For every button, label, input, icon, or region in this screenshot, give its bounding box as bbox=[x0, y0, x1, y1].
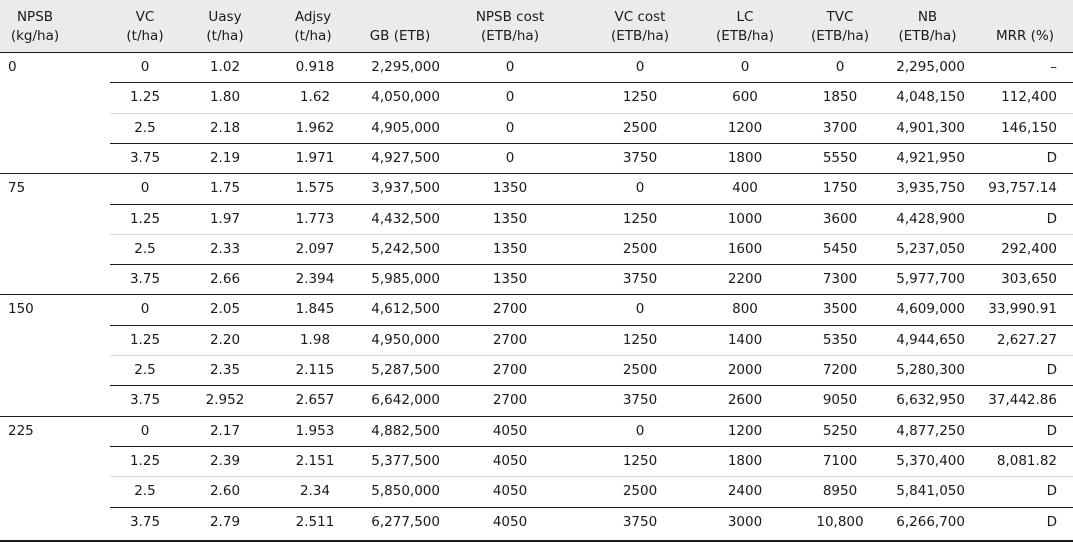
cell-gb: 4,882,500 bbox=[371, 422, 440, 439]
row-divider bbox=[110, 355, 1073, 356]
cell-npsb-cost: 1350 bbox=[492, 180, 528, 197]
cell-uasy: 2.05 bbox=[209, 301, 241, 318]
cell-npsb bbox=[8, 476, 68, 506]
cell-tvc: 3700 bbox=[822, 119, 858, 136]
header-nb-unit: (ETB/ha) bbox=[898, 28, 957, 44]
header-lc bbox=[705, 8, 785, 48]
header-vc-cost bbox=[590, 8, 690, 48]
cell-uasy: 2.60 bbox=[209, 483, 241, 500]
cell-vc-cost: 1250 bbox=[622, 452, 658, 469]
cell-nb: 3,935,750 bbox=[896, 180, 965, 197]
table-row bbox=[0, 143, 1073, 173]
cell-gb: 5,850,000 bbox=[371, 483, 440, 500]
table-row bbox=[0, 416, 1073, 446]
cell-gb: 5,377,500 bbox=[371, 452, 440, 469]
cell-nb: 5,237,050 bbox=[896, 240, 965, 257]
cell-npsb-cost: 0 bbox=[505, 119, 515, 136]
cell-npsb bbox=[8, 113, 68, 143]
cell-nb: 4,428,900 bbox=[896, 210, 965, 227]
cell-tvc: 7200 bbox=[822, 362, 858, 378]
cell-vc: 3.75 bbox=[129, 271, 161, 288]
cell-lc: 0 bbox=[740, 59, 750, 75]
cell-npsb bbox=[8, 234, 68, 264]
cell-vc-cost: 3750 bbox=[622, 513, 658, 530]
cell-gb: 4,950,000 bbox=[371, 331, 440, 348]
cell-mrr: 303,650 bbox=[1001, 271, 1057, 288]
cell-npsb bbox=[8, 385, 68, 415]
cell-lc: 600 bbox=[732, 89, 758, 106]
cell-npsb-cost: 1350 bbox=[492, 240, 528, 257]
header-vc-unit: (t/ha) bbox=[126, 28, 164, 44]
header-uasy-label: Uasy bbox=[208, 9, 242, 25]
cell-uasy: 2.17 bbox=[209, 422, 241, 439]
cell-gb: 6,277,500 bbox=[371, 513, 440, 530]
row-divider bbox=[110, 476, 1073, 477]
header-divider bbox=[0, 52, 1073, 53]
cell-vc: 1.25 bbox=[129, 210, 161, 227]
cell-nb: 2,295,000 bbox=[896, 59, 965, 75]
cell-mrr: D bbox=[1046, 149, 1057, 166]
cell-adjsy: 1.575 bbox=[295, 180, 335, 197]
cell-tvc: 5350 bbox=[822, 331, 858, 348]
cell-vc-cost: 2500 bbox=[622, 119, 658, 136]
cell-nb: 5,841,050 bbox=[896, 483, 965, 500]
table-row bbox=[0, 82, 1073, 112]
cell-vc: 2.5 bbox=[134, 362, 156, 378]
cell-tvc: 3600 bbox=[822, 210, 858, 227]
cell-vc: 2.5 bbox=[134, 240, 156, 257]
row-divider bbox=[110, 264, 1073, 265]
cell-mrr: D bbox=[1046, 422, 1057, 439]
row-divider bbox=[110, 82, 1073, 83]
cell-tvc: 10,800 bbox=[816, 513, 864, 530]
cell-adjsy: 2.394 bbox=[295, 271, 335, 288]
table-row bbox=[0, 476, 1073, 506]
cell-npsb: 75 bbox=[8, 180, 26, 197]
cell-mrr: 37,442.86 bbox=[988, 392, 1057, 409]
cell-vc-cost: 3750 bbox=[622, 271, 658, 288]
cell-vc-cost: 0 bbox=[635, 301, 645, 318]
header-uasy bbox=[190, 8, 260, 48]
cell-npsb-cost: 2700 bbox=[492, 392, 528, 409]
cell-gb: 4,432,500 bbox=[371, 210, 440, 227]
cell-adjsy: 1.845 bbox=[295, 301, 335, 318]
cell-tvc: 5550 bbox=[822, 149, 858, 166]
cell-adjsy: 2.34 bbox=[299, 483, 331, 500]
row-divider bbox=[110, 113, 1073, 114]
table-row bbox=[0, 204, 1073, 234]
header-adjsy-unit: (t/ha) bbox=[294, 28, 332, 44]
cell-vc: 2.5 bbox=[134, 119, 156, 136]
cell-uasy: 2.18 bbox=[209, 119, 241, 136]
cell-npsb-cost: 4050 bbox=[492, 513, 528, 530]
cell-nb: 6,632,950 bbox=[896, 392, 965, 409]
row-divider bbox=[110, 143, 1073, 144]
cell-lc: 2400 bbox=[727, 483, 763, 500]
cell-npsb bbox=[8, 507, 68, 537]
cell-lc: 1600 bbox=[727, 240, 763, 257]
cell-vc-cost: 2500 bbox=[622, 240, 658, 257]
cell-mrr: D bbox=[1046, 483, 1057, 500]
cell-vc-cost: 1250 bbox=[622, 89, 658, 106]
cell-mrr: 33,990.91 bbox=[988, 301, 1057, 318]
cell-adjsy: 1.773 bbox=[295, 210, 335, 227]
cell-tvc: 3500 bbox=[822, 301, 858, 318]
cell-npsb bbox=[8, 204, 68, 234]
cell-nb: 5,280,300 bbox=[896, 362, 965, 378]
header-tvc-unit: (ETB/ha) bbox=[811, 28, 869, 44]
cell-lc: 2600 bbox=[727, 392, 763, 409]
cell-uasy: 1.97 bbox=[209, 210, 241, 227]
cell-vc: 0 bbox=[140, 301, 150, 318]
cell-vc: 0 bbox=[140, 59, 150, 75]
table-row bbox=[0, 355, 1073, 385]
cell-npsb-cost: 4050 bbox=[492, 422, 528, 439]
cell-uasy: 1.80 bbox=[209, 89, 241, 106]
cell-mrr: 8,081.82 bbox=[996, 452, 1057, 469]
cell-adjsy: 0.918 bbox=[295, 59, 335, 75]
cell-mrr: D bbox=[1046, 210, 1057, 227]
cell-tvc: 9050 bbox=[822, 392, 858, 409]
cell-vc-cost: 3750 bbox=[622, 149, 658, 166]
table-row bbox=[0, 446, 1073, 476]
cell-vc: 3.75 bbox=[129, 513, 161, 530]
cell-lc: 800 bbox=[732, 301, 758, 318]
cell-adjsy: 2.097 bbox=[295, 240, 335, 257]
table-row bbox=[0, 113, 1073, 143]
header-lc-label: LC bbox=[736, 9, 754, 25]
header-npsb-cost-unit: (ETB/ha) bbox=[481, 28, 539, 44]
cell-vc: 2.5 bbox=[134, 483, 156, 500]
cell-vc: 0 bbox=[140, 180, 150, 197]
cell-npsb-cost: 4050 bbox=[492, 483, 528, 500]
cell-tvc: 1750 bbox=[822, 180, 858, 197]
cell-gb: 4,612,500 bbox=[371, 301, 440, 318]
cell-uasy: 2.35 bbox=[209, 362, 241, 378]
cell-lc: 1400 bbox=[727, 331, 763, 348]
header-vc-label: VC bbox=[135, 9, 155, 25]
header-nb bbox=[880, 8, 975, 48]
cell-adjsy: 1.962 bbox=[295, 119, 335, 136]
cell-npsb bbox=[8, 325, 68, 355]
cell-uasy: 2.19 bbox=[209, 149, 241, 166]
cell-uasy: 2.952 bbox=[205, 392, 245, 409]
cell-mrr: 93,757.14 bbox=[988, 180, 1057, 197]
cell-tvc: 7100 bbox=[822, 452, 858, 469]
cell-uasy: 2.79 bbox=[209, 513, 241, 530]
header-npsb-cost-label: NPSB cost bbox=[475, 9, 545, 25]
row-divider bbox=[110, 204, 1073, 205]
cell-tvc: 5250 bbox=[822, 422, 858, 439]
cell-mrr: D bbox=[1046, 362, 1057, 378]
table-row bbox=[0, 294, 1073, 324]
cell-adjsy: 1.971 bbox=[295, 149, 335, 166]
header-vc bbox=[110, 8, 180, 48]
cell-adjsy: 2.151 bbox=[295, 452, 335, 469]
header-npsb-cost bbox=[460, 8, 560, 48]
cell-npsb-cost: 1350 bbox=[492, 271, 528, 288]
cell-vc: 0 bbox=[140, 422, 150, 439]
cell-adjsy: 1.98 bbox=[299, 331, 331, 348]
cell-npsb bbox=[8, 82, 68, 112]
cell-vc: 3.75 bbox=[129, 149, 161, 166]
cell-adjsy: 2.657 bbox=[295, 392, 335, 409]
cell-lc: 1000 bbox=[727, 210, 763, 227]
cell-vc-cost: 2500 bbox=[622, 362, 658, 378]
cell-npsb: 0 bbox=[8, 59, 17, 75]
cell-gb: 3,937,500 bbox=[371, 180, 440, 197]
header-vc-cost-label: VC cost bbox=[614, 9, 666, 25]
cell-mrr: 2,627.27 bbox=[996, 331, 1057, 348]
cell-vc-cost: 3750 bbox=[622, 392, 658, 409]
cell-vc: 1.25 bbox=[129, 331, 161, 348]
row-divider bbox=[110, 325, 1073, 326]
cell-tvc: 8950 bbox=[822, 483, 858, 500]
cell-npsb-cost: 0 bbox=[505, 149, 515, 166]
cell-npsb: 225 bbox=[8, 422, 34, 439]
cell-uasy: 2.66 bbox=[209, 271, 241, 288]
header-adjsy bbox=[278, 8, 348, 48]
cell-lc: 1800 bbox=[727, 452, 763, 469]
cell-gb: 6,642,000 bbox=[371, 392, 440, 409]
cell-mrr: D bbox=[1046, 513, 1057, 530]
cell-vc-cost: 1250 bbox=[622, 331, 658, 348]
cell-npsb-cost: 0 bbox=[505, 59, 515, 75]
cell-lc: 1200 bbox=[727, 119, 763, 136]
cell-vc: 3.75 bbox=[129, 392, 161, 409]
table-row bbox=[0, 234, 1073, 264]
table-row bbox=[0, 264, 1073, 294]
cell-npsb-cost: 2700 bbox=[492, 301, 528, 318]
cell-gb: 5,287,500 bbox=[371, 362, 440, 378]
group-divider bbox=[0, 173, 1073, 174]
cell-adjsy: 2.511 bbox=[295, 513, 335, 530]
cell-npsb-cost: 2700 bbox=[492, 362, 528, 378]
cell-uasy: 1.02 bbox=[209, 59, 241, 75]
cell-npsb-cost: 0 bbox=[505, 89, 515, 106]
cell-uasy: 2.39 bbox=[209, 452, 241, 469]
group-divider bbox=[0, 416, 1073, 417]
cell-gb: 4,905,000 bbox=[371, 119, 440, 136]
row-divider bbox=[110, 446, 1073, 447]
cell-uasy: 2.20 bbox=[209, 331, 241, 348]
cell-mrr: 112,400 bbox=[1001, 89, 1057, 106]
cell-tvc: 1850 bbox=[822, 89, 858, 106]
table-header bbox=[0, 0, 1073, 52]
header-adjsy-label: Adjsy bbox=[294, 9, 332, 25]
cell-nb: 4,944,650 bbox=[896, 331, 965, 348]
cell-gb: 5,985,000 bbox=[371, 271, 440, 288]
cell-npsb-cost: 1350 bbox=[492, 210, 528, 227]
cell-tvc: 7300 bbox=[822, 271, 858, 288]
header-vc-cost-unit: (ETB/ha) bbox=[611, 28, 669, 44]
cell-uasy: 1.75 bbox=[209, 180, 241, 197]
header-npsb bbox=[5, 8, 65, 48]
cell-npsb-cost: 2700 bbox=[492, 331, 528, 348]
header-tvc bbox=[795, 8, 885, 48]
cell-npsb bbox=[8, 143, 68, 173]
cell-vc-cost: 0 bbox=[635, 180, 645, 197]
cell-nb: 6,266,700 bbox=[896, 513, 965, 530]
cell-adjsy: 1.953 bbox=[295, 422, 335, 439]
cell-gb: 5,242,500 bbox=[371, 240, 440, 257]
cell-gb: 2,295,000 bbox=[371, 59, 440, 75]
group-divider bbox=[0, 294, 1073, 295]
table-row bbox=[0, 173, 1073, 203]
cell-uasy: 2.33 bbox=[209, 240, 241, 257]
cell-nb: 4,609,000 bbox=[896, 301, 965, 318]
cell-adjsy: 2.115 bbox=[295, 362, 335, 378]
cell-vc-cost: 0 bbox=[635, 422, 645, 439]
row-divider bbox=[110, 507, 1073, 508]
cell-tvc: 0 bbox=[835, 59, 845, 75]
cell-mrr: 292,400 bbox=[1001, 240, 1057, 257]
cell-lc: 3000 bbox=[727, 513, 763, 530]
table-bottom-rule bbox=[0, 540, 1073, 542]
cell-nb: 4,921,950 bbox=[896, 149, 965, 166]
cell-tvc: 5450 bbox=[822, 240, 858, 257]
cell-npsb bbox=[8, 355, 68, 385]
header-npsb-label: NPSB bbox=[16, 9, 54, 25]
cell-nb: 4,901,300 bbox=[896, 119, 965, 136]
cell-npsb bbox=[8, 264, 68, 294]
header-uasy-unit: (t/ha) bbox=[206, 28, 244, 44]
cell-npsb bbox=[8, 446, 68, 476]
cell-vc: 1.25 bbox=[129, 452, 161, 469]
table-row bbox=[0, 52, 1073, 82]
cell-nb: 4,877,250 bbox=[896, 422, 965, 439]
cell-vc: 1.25 bbox=[129, 89, 161, 106]
header-gb-label: GB (ETB) bbox=[369, 28, 431, 44]
cell-lc: 2000 bbox=[727, 362, 763, 378]
cell-nb: 5,977,700 bbox=[896, 271, 965, 288]
header-nb-label: NB bbox=[917, 9, 938, 25]
header-mrr-label: MRR (%) bbox=[995, 28, 1055, 44]
cell-lc: 1200 bbox=[727, 422, 763, 439]
header-lc-unit: (ETB/ha) bbox=[716, 28, 774, 44]
cell-gb: 4,050,000 bbox=[371, 89, 440, 106]
cell-npsb: 150 bbox=[8, 301, 34, 318]
cell-vc-cost: 1250 bbox=[622, 210, 658, 227]
header-tvc-label: TVC bbox=[826, 9, 854, 25]
header-npsb-unit: (kg/ha) bbox=[10, 28, 60, 44]
table-row bbox=[0, 385, 1073, 415]
cell-lc: 2200 bbox=[727, 271, 763, 288]
cell-vc-cost: 0 bbox=[635, 59, 645, 75]
cell-adjsy: 1.62 bbox=[299, 89, 331, 106]
cell-npsb-cost: 4050 bbox=[492, 452, 528, 469]
cell-mrr: – bbox=[1050, 59, 1057, 75]
cell-mrr: 146,150 bbox=[1001, 119, 1057, 136]
cell-vc-cost: 2500 bbox=[622, 483, 658, 500]
table-row bbox=[0, 325, 1073, 355]
table-row bbox=[0, 507, 1073, 537]
cell-lc: 1800 bbox=[727, 149, 763, 166]
row-divider bbox=[110, 385, 1073, 386]
cell-lc: 400 bbox=[732, 180, 758, 197]
cell-gb: 4,927,500 bbox=[371, 149, 440, 166]
cell-nb: 5,370,400 bbox=[896, 452, 965, 469]
cell-nb: 4,048,150 bbox=[896, 89, 965, 106]
row-divider bbox=[110, 234, 1073, 235]
